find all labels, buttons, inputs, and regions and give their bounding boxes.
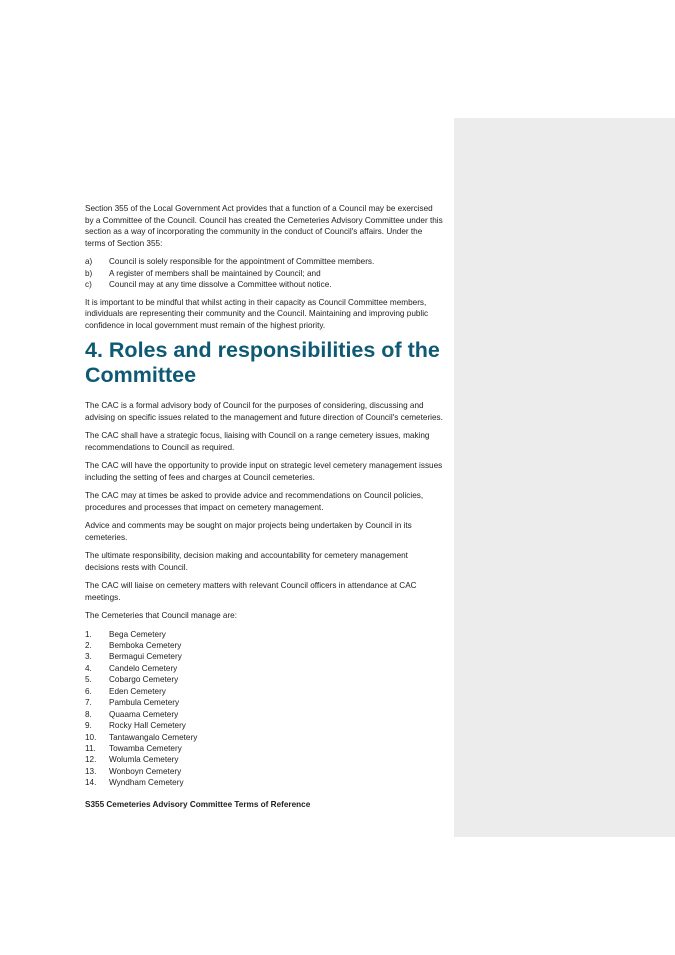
intro-paragraph: Section 355 of the Local Government Act provides that a function of a Council may be exercised by a Committee of the Council. Council has created the Cemeteries Advisory Committee under this section as a way of incorporating the community in the conduct of Council's affairs. Under the terms of Section 355: — [85, 204, 443, 248]
list-item: 14. Wyndham Cemetery — [85, 778, 184, 788]
role-paragraph: The CAC shall have a strategic focus, liaising with Council on a range cemetery issues, making recommendations to Council as required. — [85, 431, 430, 452]
role-paragraph: The ultimate responsibility, decision making and accountability for cemetery management decisions rests with Council. — [85, 551, 408, 572]
cemeteries-intro: The Cemeteries that Council manage are: — [85, 611, 238, 620]
role-paragraph: The CAC will have the opportunity to provide input on strategic level cemetery management issues including the setting of fees and charges at Council cemeteries. — [85, 461, 443, 482]
mindful-paragraph: It is important to be mindful that whilst acting in their capacity as Council Committee members, individuals are representing their community and the Council. Maintaining and improving public confidence in local government must remain of the highest priority. — [85, 297, 429, 330]
list-item: 1. Bega Cemetery — [85, 629, 166, 639]
cemeteries-list — [85, 629, 443, 789]
list-item: b) A register of members shall be maintained by Council; and — [85, 268, 321, 278]
role-paragraph: The CAC is a formal advisory body of Council for the purposes of considering, discussing and advising on specific issues related to the management and future direction of Council's cemeteries. — [85, 401, 443, 422]
section-heading: 4. Roles and responsibilities of the Committee — [85, 338, 440, 387]
list-item: c) Council may at any time dissolve a Committee without notice. — [85, 280, 332, 289]
role-paragraph: The CAC will liaise on cemetery matters with relevant Council officers in attendance at CAC meetings. — [85, 581, 417, 602]
list-item: 6. Eden Cemetery — [85, 686, 166, 696]
document-footer: S355 Cemeteries Advisory Committee Terms of Reference — [85, 799, 311, 809]
list-item: 13. Wonboyn Cemetery — [85, 766, 182, 776]
document-body — [85, 203, 443, 810]
list-item: 11. Towamba Cemetery — [85, 744, 182, 754]
list-item: 8. Quaama Cemetery — [85, 709, 179, 719]
list-item: 7. Pambula Cemetery — [85, 698, 180, 708]
list-item: 5. Cobargo Cemetery — [85, 675, 179, 685]
list-item: 3. Bermagui Cemetery — [85, 652, 182, 662]
list-item: 2. Bemboka Cemetery — [85, 640, 182, 650]
role-paragraph: The CAC may at times be asked to provide advice and recommendations on Council policies, procedures and processes that impact on cemetery management. — [85, 491, 424, 512]
role-paragraph: Advice and comments may be sought on major projects being undertaken by Council in its cemeteries. — [85, 521, 412, 542]
section-355-terms-list — [85, 256, 443, 291]
list-item: 10. Tantawangalo Cemetery — [85, 732, 198, 742]
list-item: 9. Rocky Hall Cemetery — [85, 721, 186, 731]
comment-pane — [454, 118, 675, 837]
list-item: 12. Wolumla Cemetery — [85, 755, 179, 765]
list-item: a) Council is solely responsible for the appointment of Committee members. — [85, 257, 375, 266]
list-item: 4. Candelo Cemetery — [85, 663, 178, 673]
